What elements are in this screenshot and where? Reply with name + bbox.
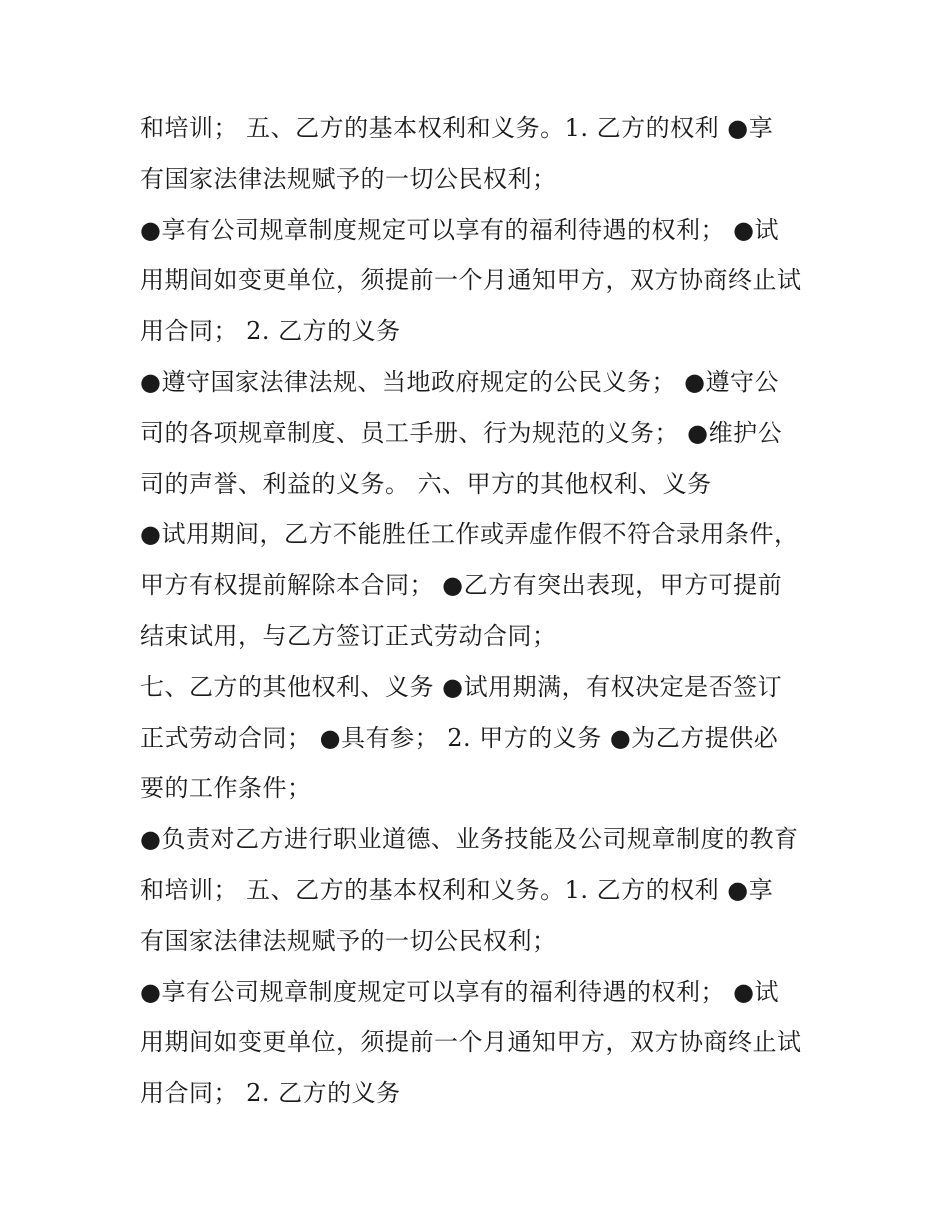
text-line: 要的工作条件； — [140, 774, 312, 803]
text-line: 用期间如变更单位，须提前一个月通知甲方，双方协商终止试 — [140, 1028, 802, 1057]
text-line: 有国家法律法规赋予的一切公民权利； — [140, 926, 557, 955]
text-line: 正式劳动合同； ●具有参； 2. 甲方的义务 ●为乙方提供必 — [140, 723, 779, 752]
text-line: ●遵守国家法律法规、当地政府规定的公民义务； ●遵守公 — [140, 367, 780, 396]
text-line: 用合同； 2. 乙方的义务 — [140, 317, 401, 346]
text-line: 司的各项规章制度、员工手册、行为规范的义务； ●维护公 — [140, 418, 783, 447]
text-line: 用期间如变更单位，须提前一个月通知甲方，双方协商终止试 — [140, 266, 802, 295]
document-body — [140, 103, 830, 1119]
text-line: 结束试用，与乙方签订正式劳动合同； — [140, 621, 557, 650]
text-line: 司的声誉、利益的义务。 六、甲方的其他权利、义务 — [140, 469, 712, 498]
text-line: ●负责对乙方进行职业道德、业务技能及公司规章制度的教育 — [140, 825, 799, 854]
text-line: ●享有公司规章制度规定可以享有的福利待遇的权利； ●试 — [140, 977, 780, 1006]
text-line: 七、乙方的其他权利、义务 ●试用期满，有权决定是否签订 — [140, 672, 783, 701]
text-line: 甲方有权提前解除本合同； ●乙方有突出表现，甲方可提前 — [140, 571, 783, 600]
text-line: ●试用期间，乙方不能胜任工作或弄虚作假不符合录用条件， — [140, 520, 799, 549]
text-line: 和培训； 五、乙方的基本权利和义务。1. 乙方的权利 ●享 — [140, 114, 774, 142]
text-line: 有国家法律法规赋予的一切公民权利； — [140, 164, 557, 193]
text-line: 用合同； 2. 乙方的义务 — [140, 1079, 401, 1108]
text-line: ●享有公司规章制度规定可以享有的福利待遇的权利； ●试 — [140, 215, 780, 244]
text-line: 和培训； 五、乙方的基本权利和义务。1. 乙方的权利 ●享 — [140, 875, 774, 904]
